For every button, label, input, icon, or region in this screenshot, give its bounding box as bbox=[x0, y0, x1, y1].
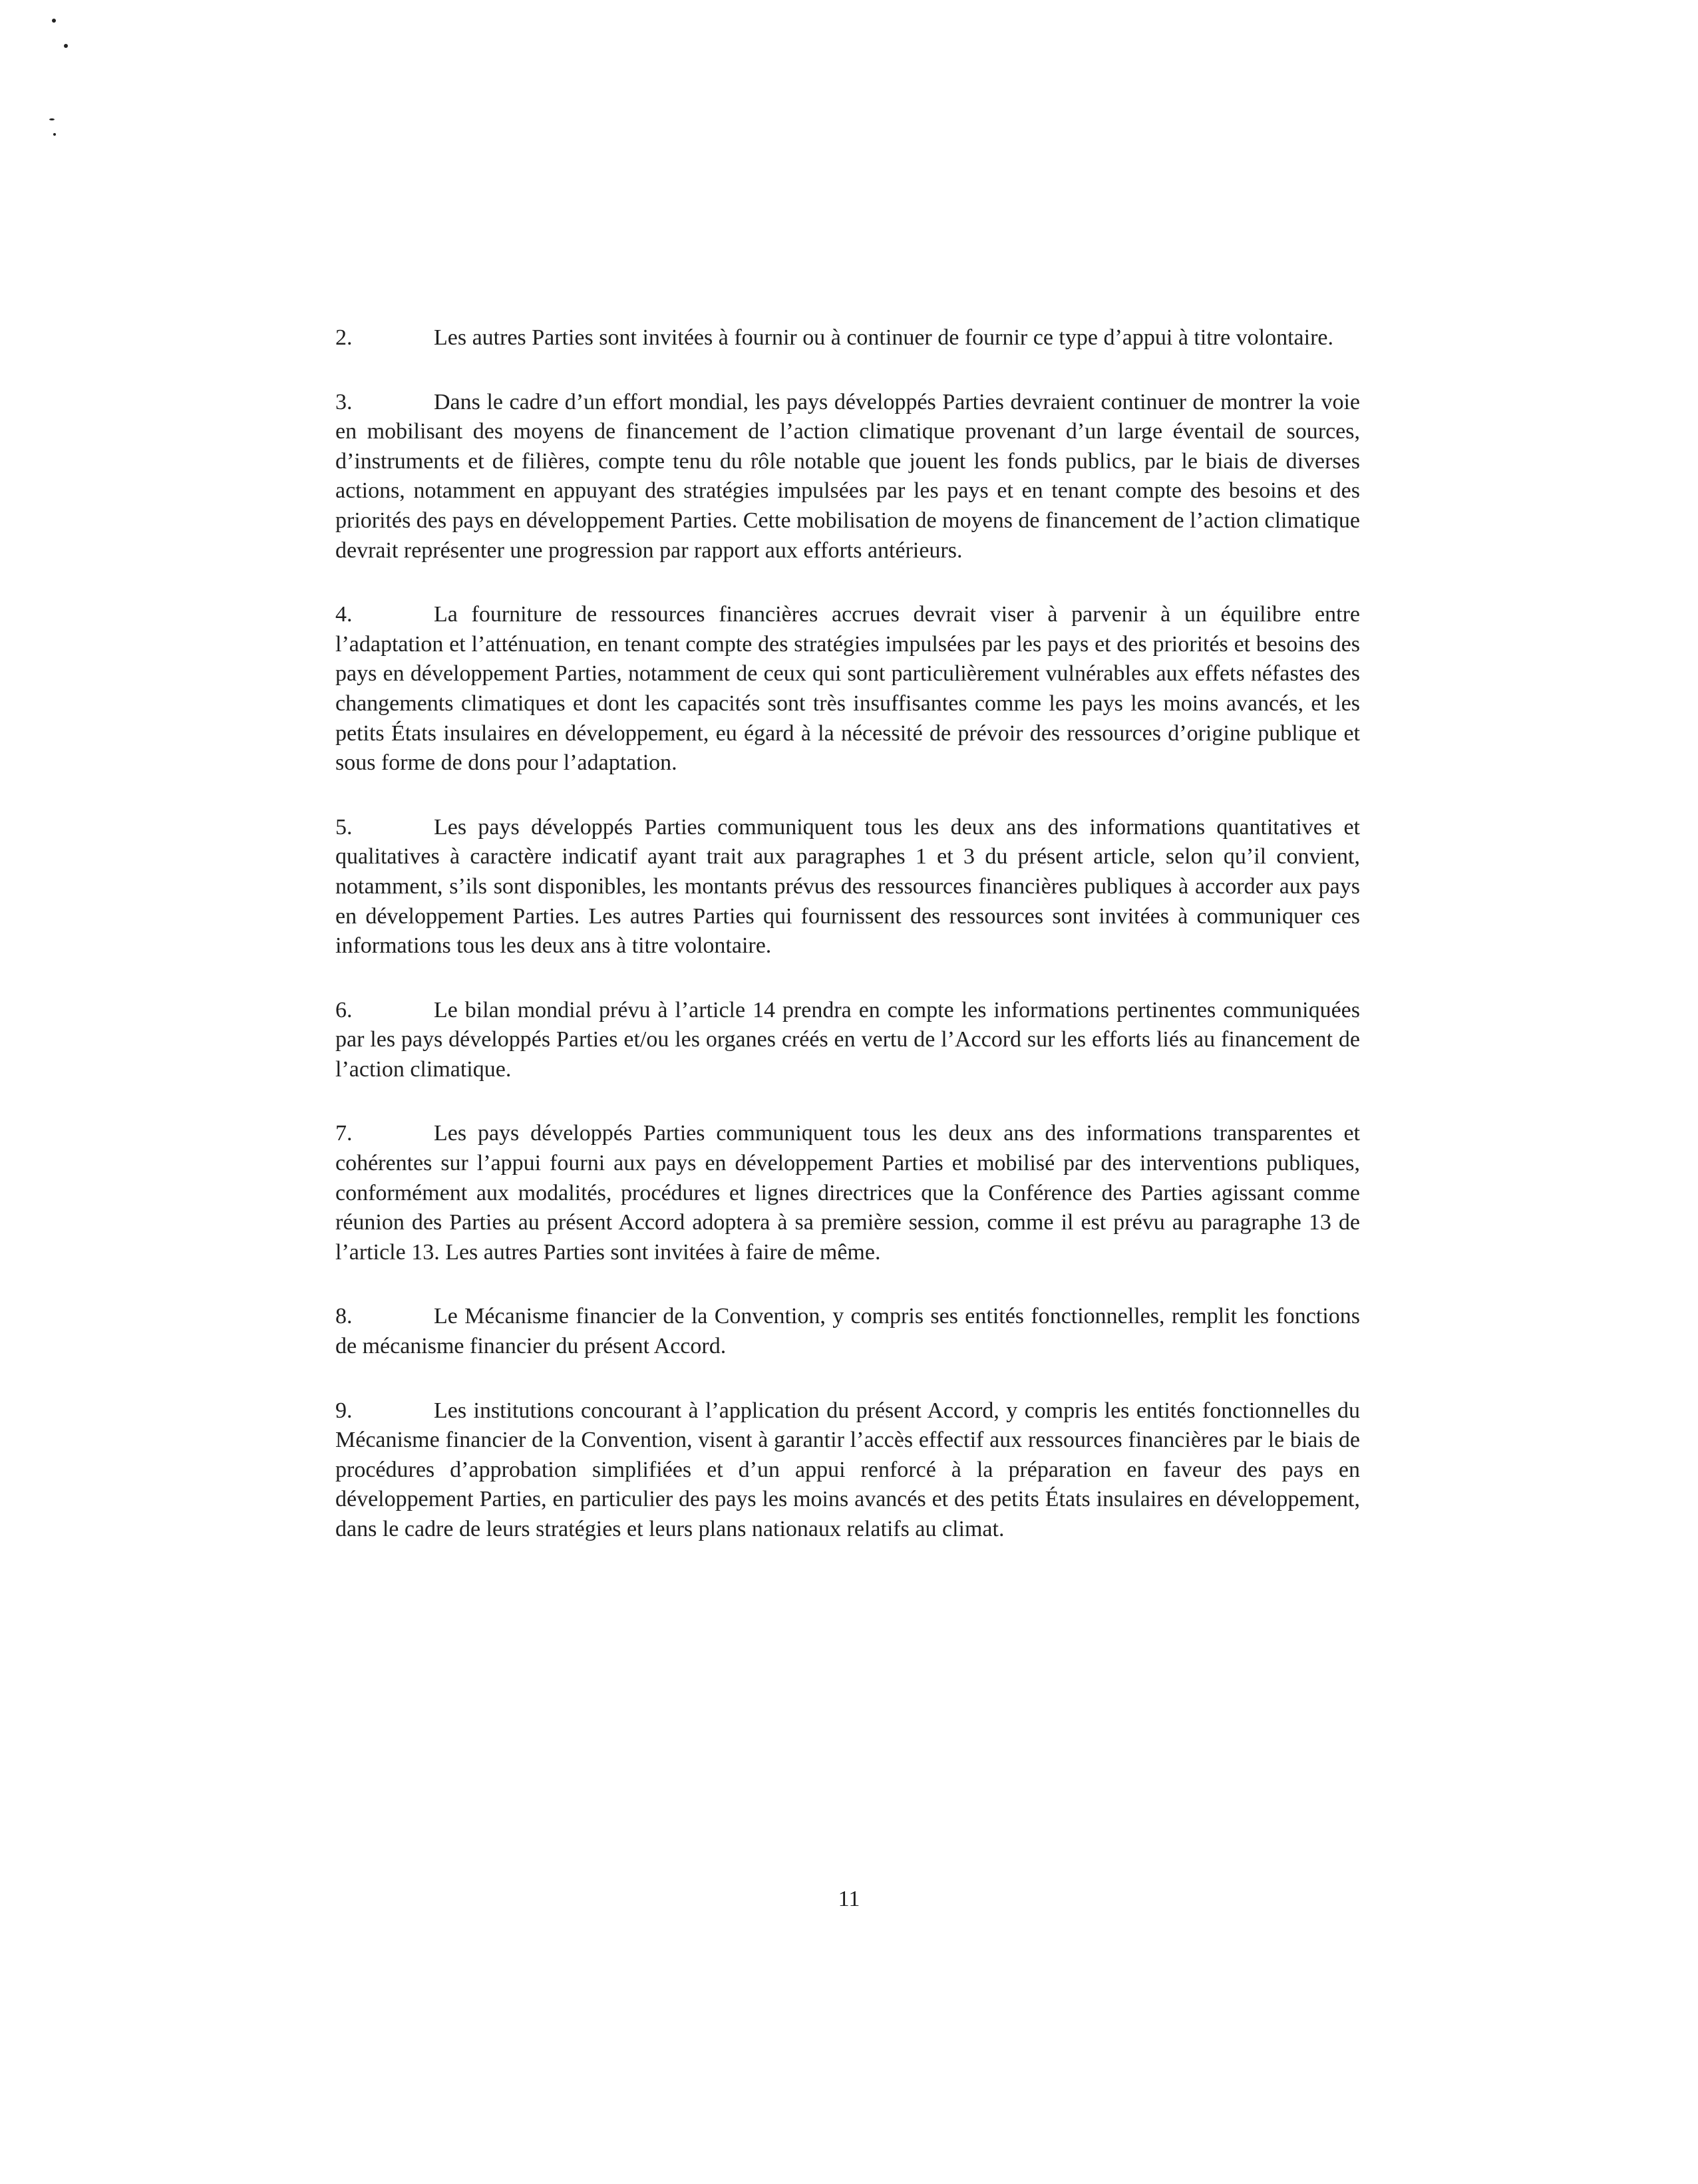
paragraph-number: 2. bbox=[335, 325, 353, 350]
paragraph-8 bbox=[335, 1302, 1360, 1361]
scan-speck bbox=[64, 44, 68, 48]
paragraph-number: 6. bbox=[335, 997, 353, 1022]
paragraph-number: 7. bbox=[335, 1121, 353, 1146]
article-body bbox=[335, 323, 1360, 1579]
scan-speck bbox=[53, 133, 56, 136]
paragraph-text: Le Mécanisme financier de la Convention, y compris ses entités fonctionnelles, remplit les fonctions de mécanisme financier du présent Accord. bbox=[335, 1304, 1360, 1359]
paragraph-number: 5. bbox=[335, 814, 353, 840]
paragraph-9 bbox=[335, 1396, 1360, 1545]
paragraph-text: Les pays développés Parties communiquent tous les deux ans des informations quantitatives et qualitatives à caractère indicatif ayant trait aux paragraphes 1 et 3 du présent article, selon qu’il convient, notamment, s’ils sont disponibles, les montants prévus des ressources financières publiques à accorder aux pays en développement Parties. Les autres Parties qui fournissent des ressources sont invitées à communiquer ces informations tous les deux ans à titre volontaire. bbox=[335, 814, 1360, 959]
scan-speck bbox=[49, 118, 55, 120]
page-number: 11 bbox=[838, 1887, 860, 1911]
paragraph-number: 4. bbox=[335, 602, 353, 627]
paragraph-5 bbox=[335, 813, 1360, 961]
paragraph-number: 9. bbox=[335, 1398, 353, 1423]
scan-speck bbox=[52, 19, 56, 23]
paragraph-3 bbox=[335, 388, 1360, 566]
paragraph-text: Les autres Parties sont invitées à fournir ou à continuer de fournir ce type d’appui à titre volontaire. bbox=[434, 325, 1333, 350]
paragraph-7 bbox=[335, 1119, 1360, 1267]
paragraph-text: Dans le cadre d’un effort mondial, les pays développés Parties devraient continuer de montrer la voie en mobilisant des moyens de financement de l’action climatique provenant d’un large éventail de sources, d’instruments et de filières, compte tenu du rôle notable que jouent les fonds publics, par le biais de diverses actions, notamment en appuyant des stratégies impulsées par les pays et en tenant compte des besoins et des priorités des pays en développement Parties. Cette mobilisation de moyens de financement de l’action climatique devrait représenter une progression par rapport aux efforts antérieurs. bbox=[335, 389, 1360, 563]
paragraph-4 bbox=[335, 600, 1360, 778]
paragraph-text: Le bilan mondial prévu à l’article 14 prendra en compte les informations pertinentes communiquées par les pays développés Parties et/ou les organes créés en vertu de l’Accord sur les efforts liés au financement de l’action climatique. bbox=[335, 997, 1360, 1082]
paragraph-text: La fourniture de ressources financières accrues devrait viser à parvenir à un équilibre entre l’adaptation et l’atténuation, en tenant compte des stratégies impulsées par les pays et des priorités et besoins des pays en développement Parties, notamment de ceux qui sont particulièrement vulnérables aux effets néfastes des changements climatiques et dont les capacités sont très insuffisantes comme les pays les moins avancés, et les petits États insulaires en développement, eu égard à la nécessité de prévoir des ressources d’origine publique et sous forme de dons pour l’adaptation. bbox=[335, 602, 1360, 776]
paragraph-2 bbox=[335, 323, 1360, 353]
paragraph-number: 3. bbox=[335, 389, 353, 414]
paragraph-text: Les institutions concourant à l’application du présent Accord, y compris les entités fonctionnelles du Mécanisme financier de la Convention, visent à garantir l’accès effectif aux ressources financières par le biais de procédures d’approbation simplifiées et d’un appui renforcé à la préparation en faveur des pays en développement Parties, en particulier des pays les moins avancés et des petits États insulaires en développement, dans le cadre de leurs stratégies et leurs plans nationaux relatifs au climat. bbox=[335, 1398, 1360, 1541]
paragraph-text: Les pays développés Parties communiquent tous les deux ans des informations transparentes et cohérentes sur l’appui fourni aux pays en développement Parties et mobilisé par des interventions publiques, conformément aux modalités, procédures et lignes directrices que la Conférence des Parties agissant comme réunion des Parties au présent Accord adoptera à sa première session, comme il est prévu au paragraphe 13 de l’article 13. Les autres Parties sont invitées à faire de même. bbox=[335, 1121, 1360, 1265]
paragraph-number: 8. bbox=[335, 1304, 353, 1329]
paragraph-6 bbox=[335, 996, 1360, 1085]
